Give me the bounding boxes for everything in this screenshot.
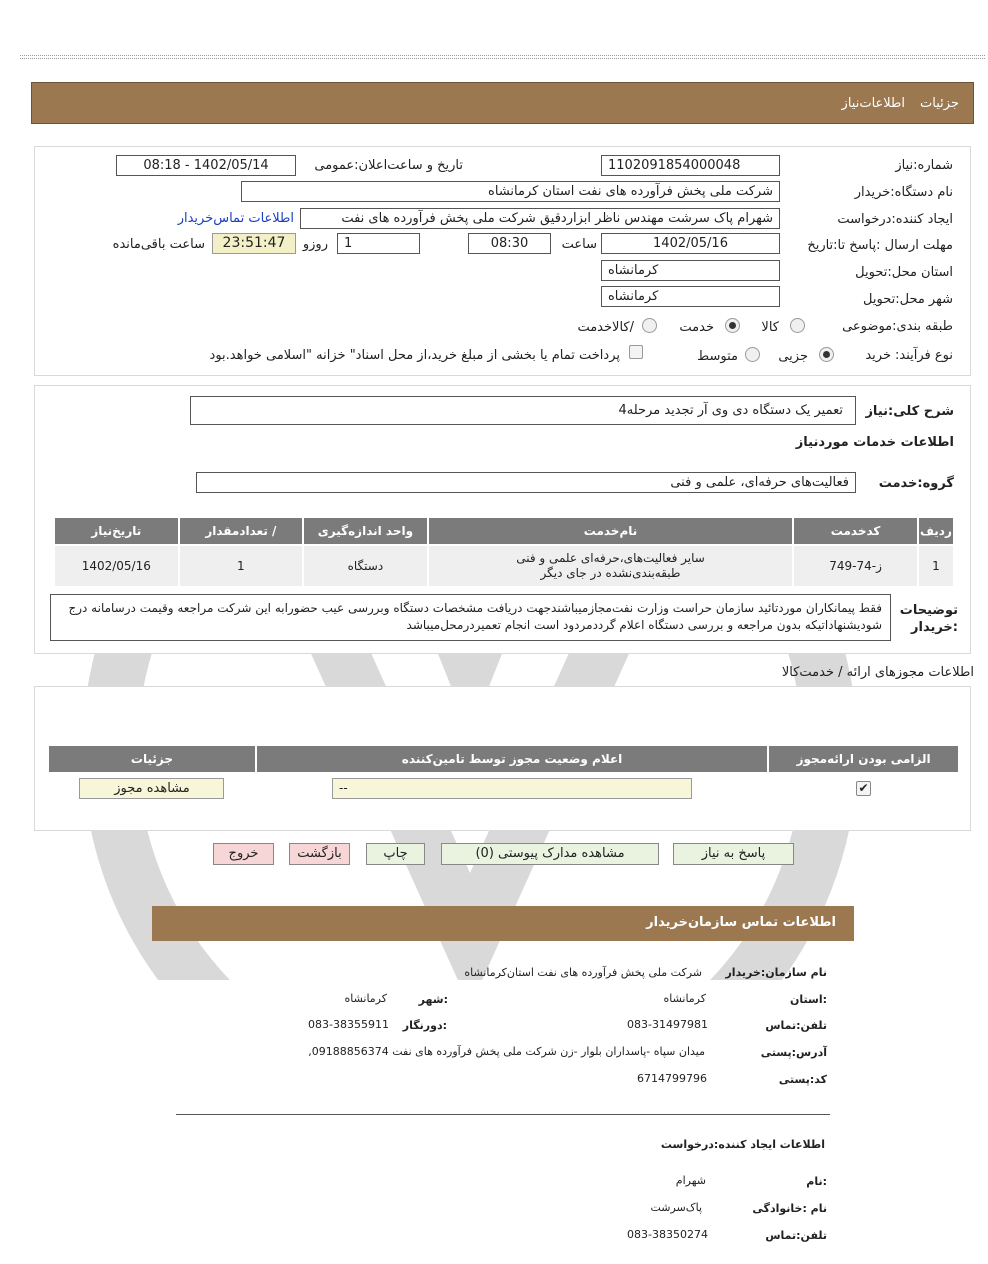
- contact-header-bar: [152, 906, 854, 941]
- buyer-notes-label: توضیحات :خریدار: [899, 603, 958, 635]
- col-permit-details: جزئیات: [49, 746, 255, 772]
- address-label: آدرس:پستی: [760, 1046, 827, 1059]
- deadline-date-field: 1402/05/16: [601, 233, 780, 254]
- cell-service-code: ز-74-749: [794, 546, 917, 586]
- process-minor-label: جزیی: [778, 349, 808, 364]
- last-name-label: نام :خانوادگی: [752, 1202, 827, 1215]
- deadline-time-field: 08:30: [468, 233, 551, 254]
- creator-phone-label: تلفن:تماس: [765, 1229, 827, 1242]
- province-field: کرمانشاه: [601, 260, 780, 281]
- reply-button[interactable]: پاسخ به نیاز: [673, 843, 794, 865]
- process-label: نوع فرآیند:: [895, 348, 953, 363]
- creator-field: شهرام پاک سرشت مهندس ناظر ابزاردقیق شرکت ملی پخش فرآورده های نفت: [300, 208, 780, 229]
- print-button[interactable]: چاپ: [366, 843, 425, 865]
- contact-city-value: کرمانشاه: [344, 992, 387, 1005]
- creator-heading: اطلاعات ایجاد کننده:درخواست: [660, 1138, 825, 1151]
- contact-heading: اطلاعات تماس سازمان‌خریدار: [646, 915, 836, 930]
- deadline-time-label: ساعت: [561, 237, 597, 252]
- creator-label: ایجاد کننده:درخواست: [837, 212, 953, 227]
- service-group-field: فعالیت‌های حرفه‌ای، علمی و فنی: [196, 472, 856, 493]
- province-label: استان محل:تحویل: [855, 265, 953, 280]
- service-group-label: گروه:خدمت: [878, 476, 954, 491]
- remaining-label: ساعت باقی‌مانده: [112, 237, 205, 252]
- attachments-button[interactable]: مشاهده مدارک پیوستی (0): [441, 843, 659, 865]
- days-field: 1: [337, 233, 420, 254]
- col-quantity: / تعدادمقدار: [180, 518, 303, 544]
- col-row: ردیف: [919, 518, 953, 544]
- postal-code-value: 6714799796: [637, 1072, 707, 1085]
- address-value: میدان سپاه -پاسداران بلوار -زن شرکت ملی پخش فرآورده های نفت 09188856374,: [308, 1045, 705, 1058]
- process-medium-radio[interactable]: [745, 347, 760, 362]
- category-service-label: خدمت: [679, 320, 714, 335]
- process-minor-radio[interactable]: [819, 347, 834, 362]
- category-goods-label: کالا: [761, 320, 779, 335]
- need-title-label: شرح کلی:نیاز: [865, 404, 954, 419]
- col-unit: واحد اندازه‌گیری: [304, 518, 427, 544]
- city-label: شهر محل:تحویل: [863, 292, 953, 307]
- tab-need-info[interactable]: اطلاعات‌نیاز: [841, 96, 905, 111]
- need-title-field: تعمیر یک دستگاه دی وی آر تجدید مرحله4: [190, 396, 856, 425]
- fax-label: :دورنگار: [402, 1019, 447, 1032]
- phone-label: تلفن:تماس: [765, 1019, 827, 1032]
- org-value: شرکت ملی پخش فرآورده های نفت استان‌کرمانشاه: [464, 966, 702, 979]
- category-goods-service-label: /کالاخدمت: [577, 320, 634, 335]
- header-bar: [31, 82, 974, 124]
- table-row: [49, 774, 958, 802]
- col-service-name: نام‌خدمت: [429, 518, 793, 544]
- back-button[interactable]: بازگشت: [289, 843, 350, 865]
- permits-table: [47, 744, 960, 804]
- org-label: نام سازمان:خریدار: [725, 966, 827, 979]
- announce-label: تاریخ و ساعت‌اعلان:عمومی: [314, 158, 463, 173]
- deadline-label: مهلت ارسال :پاسخ تا:تاریخ: [807, 238, 953, 253]
- phone-value: 083-31497981: [627, 1018, 708, 1031]
- exit-button[interactable]: خروج: [213, 843, 274, 865]
- buyer-label: نام دستگاه:خریدار: [854, 185, 953, 200]
- buyer-notes-field: فقط پیمانکاران موردتائید سازمان حراست وزارت نفت‌مجازمیباشندجهت دریافت مشخصات دستگاه وبررسی عیب حضورابه این شرکت مراجعه وقیمت درسامانه درج شودیشنهاداتیکه بدون مراجعه و بررسی دستگاه اعلام گرددمردود است انجام تعمیردرمحل‌میباشد: [50, 594, 891, 641]
- category-service-radio[interactable]: [725, 318, 740, 333]
- view-permit-button[interactable]: مشاهده مجوز: [79, 778, 224, 799]
- contact-province-value: کرمانشاه: [663, 992, 706, 1005]
- services-heading: اطلاعات خدمات موردنیاز: [795, 435, 954, 450]
- cell-quantity: 1: [180, 546, 303, 586]
- table-row: [55, 546, 953, 586]
- col-need-date: تاریخ‌نیاز: [55, 518, 178, 544]
- remaining-timer: 23:51:47: [212, 233, 296, 254]
- cell-need-date: 1402/05/16: [55, 546, 178, 586]
- buyer-field: شرکت ملی پخش فرآورده های نفت استان کرمانشاه: [241, 181, 780, 202]
- col-service-code: کدخدمت: [794, 518, 917, 544]
- creator-phone-value: 083-38350274: [627, 1228, 708, 1241]
- treasury-payment-checkbox[interactable]: [629, 345, 643, 359]
- category-label: طبقه بندی:موضوعی: [842, 319, 953, 334]
- permit-required-checkbox-icon: ✔: [856, 781, 871, 796]
- announce-field: 1402/05/14 - 08:18: [116, 155, 296, 176]
- buyer-contact-link[interactable]: اطلاعات تماس‌خریدار: [177, 211, 294, 226]
- cell-permit-details: [49, 774, 255, 802]
- contact-province-label: :استان: [790, 993, 827, 1006]
- category-goods-service-radio[interactable]: [642, 318, 657, 333]
- days-label: روزو: [302, 237, 328, 252]
- cell-permit-status: [257, 774, 767, 802]
- city-field: کرمانشاه: [601, 286, 780, 307]
- need-number-field: 1102091854000048: [601, 155, 780, 176]
- treasury-payment-label: پرداخت تمام یا بخشی از مبلغ خرید،از محل اسناد" خزانه "اسلامی خواهد.بود: [209, 348, 620, 363]
- process-medium-label: متوسط: [697, 349, 738, 364]
- fax-value: 083-38355911: [308, 1018, 389, 1031]
- contact-divider: [176, 1114, 830, 1115]
- postal-code-label: کد:پستی: [778, 1073, 827, 1086]
- cell-service-name: سایر فعالیت‌های،حرفه‌ای علمی و فنی طبقه‌بندی‌نشده در جای دیگر: [429, 546, 793, 586]
- tab-details[interactable]: جزئیات: [920, 96, 959, 111]
- first-name-label: :نام: [806, 1175, 827, 1188]
- permit-status-field[interactable]: --: [332, 778, 692, 799]
- first-name-value: شهرام: [675, 1174, 706, 1187]
- last-name-value: پاک‌سرشت: [650, 1201, 702, 1214]
- cell-unit: دستگاه: [304, 546, 427, 586]
- category-goods-radio[interactable]: [790, 318, 805, 333]
- need-number-label: شماره:نیاز: [895, 158, 953, 173]
- col-permit-required: الزامی بودن ارائه‌مجوز: [769, 746, 958, 772]
- top-divider: [20, 55, 985, 59]
- process-type-label: خرید: [865, 348, 891, 363]
- contact-city-label: :شهر: [418, 993, 448, 1006]
- services-table: [53, 516, 955, 588]
- cell-permit-required: [769, 774, 958, 802]
- cell-row: 1: [919, 546, 953, 586]
- col-permit-status: اعلام وضعیت مجوز توسط تامین‌کننده: [257, 746, 767, 772]
- permits-heading: اطلاعات مجوزهای ارائه / خدمت‌کالا: [781, 665, 974, 680]
